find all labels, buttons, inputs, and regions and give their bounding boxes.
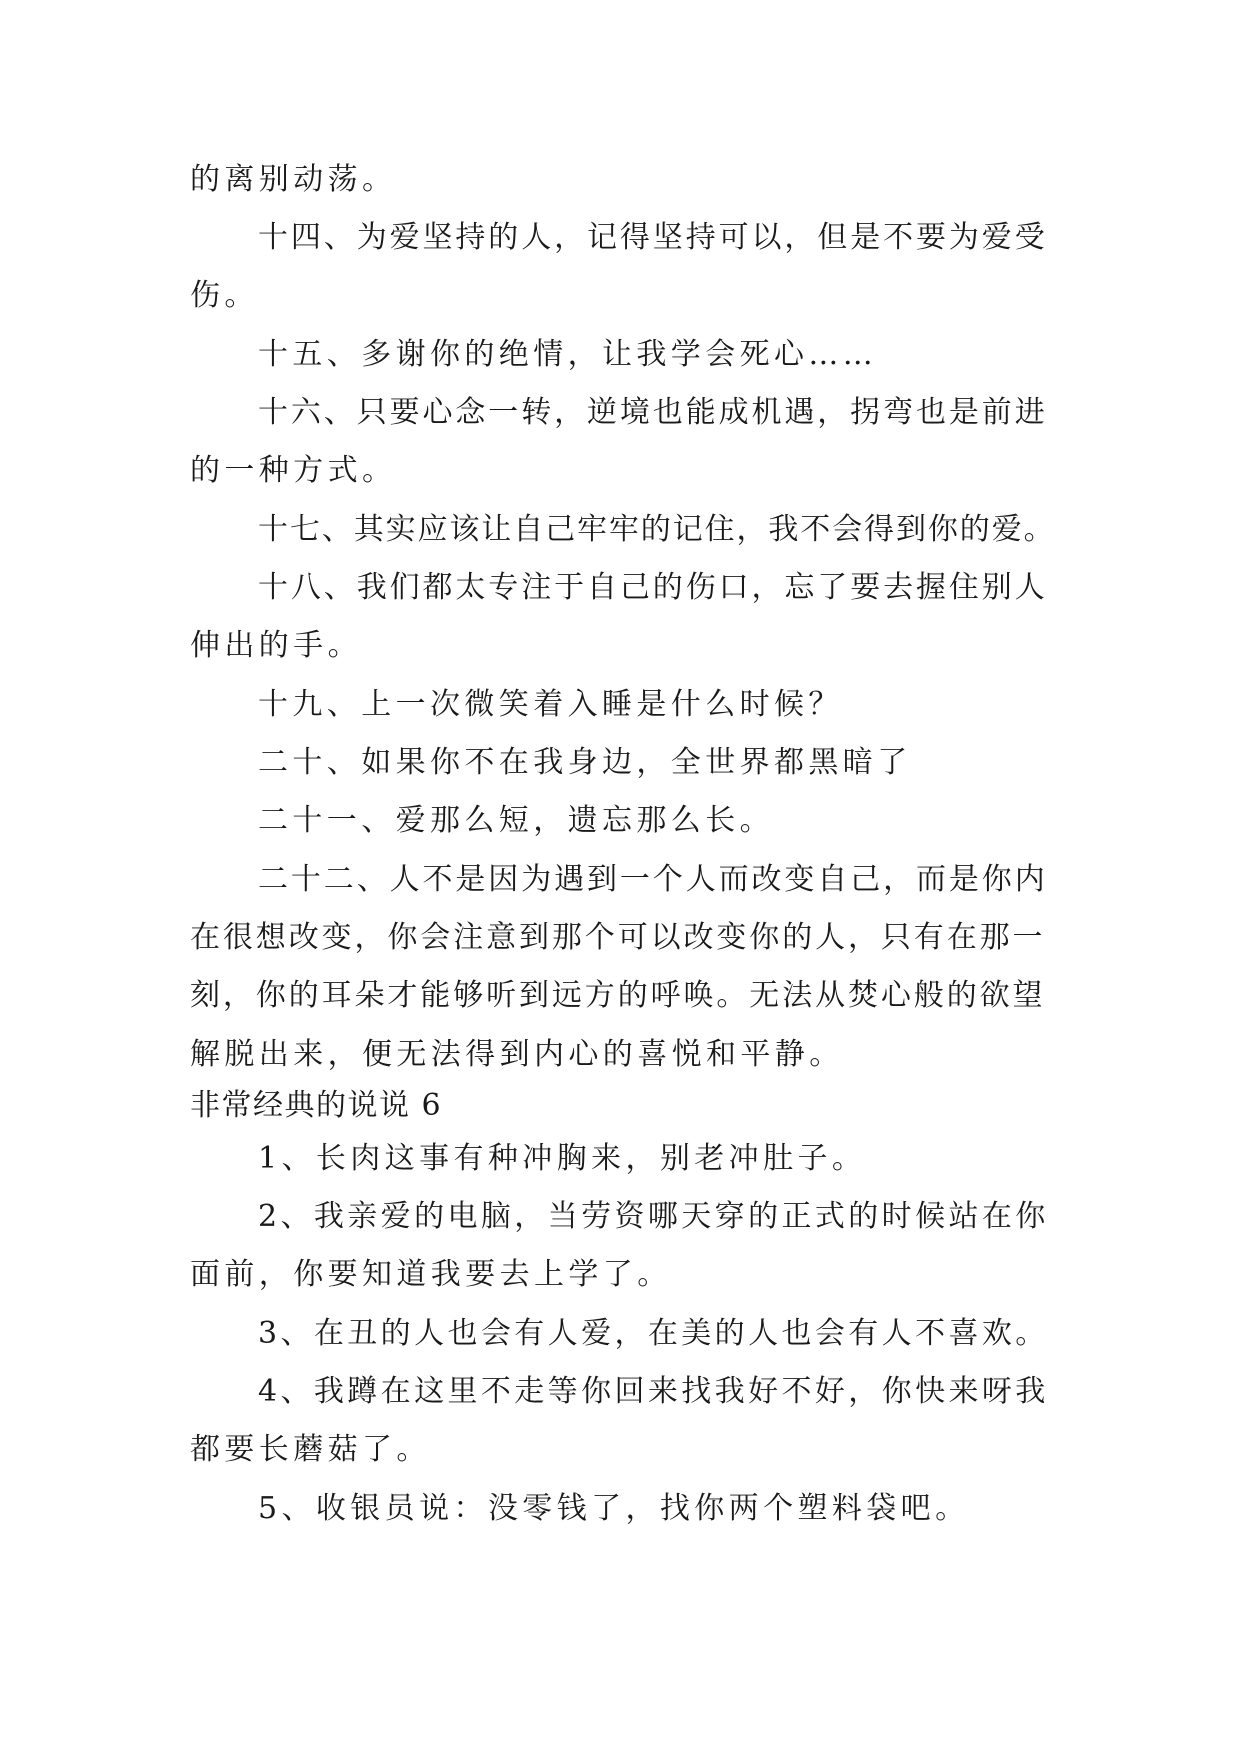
section-heading: 非常经典的说说 6: [190, 1088, 443, 1123]
text-line: 伤。: [190, 278, 259, 313]
text-line: 都要长蘑菇了。: [190, 1432, 431, 1467]
text-line: 十八、我们都太专注于自己的伤口，忘了要去握住别人: [258, 570, 1048, 605]
text-line: 3、在丑的人也会有人爱，在美的人也会有人不喜欢。: [258, 1316, 1049, 1351]
text-line: 在很想改变，你会注意到那个可以改变你的人，只有在那一: [190, 920, 1046, 955]
text-line: 二十一、爱那么短，遗忘那么长。: [258, 803, 774, 838]
text-line: 二十、如果你不在我身边，全世界都黑暗了: [258, 745, 912, 780]
text-line: 伸出的手。: [190, 628, 362, 663]
text-line: 面前，你要知道我要去上学了。: [190, 1257, 672, 1292]
text-line: 1、长肉这事有种冲胸来，别老冲肚子。: [258, 1141, 867, 1176]
text-line: 2、我亲爱的电脑，当劳资哪天穿的正式的时候站在你: [258, 1199, 1049, 1234]
text-line: 4、我蹲在这里不走等你回来找我好不好，你快来呀我: [258, 1374, 1049, 1409]
text-line: 十六、只要心念一转，逆境也能成机遇，拐弯也是前进: [258, 395, 1048, 430]
text-line: 的离别动荡。: [190, 162, 397, 197]
text-line: 十五、多谢你的绝情，让我学会死心……: [258, 337, 878, 372]
text-line: 刻，你的耳朵才能够听到远方的呼唤。无法从焚心般的欲望: [190, 978, 1046, 1013]
text-line: 十七、其实应该让自己牢牢的记住，我不会得到你的爱。: [258, 512, 1056, 547]
text-line: 的一种方式。: [190, 453, 397, 488]
text-line: 二十二、人不是因为遇到一个人而改变自己，而是你内: [258, 862, 1048, 897]
text-line: 5、收银员说：没零钱了，找你两个塑料袋吧。: [258, 1491, 970, 1526]
text-line: 十九、上一次微笑着入睡是什么时候？: [258, 687, 843, 722]
text-line: 解脱出来，便无法得到内心的喜悦和平静。: [190, 1037, 844, 1072]
text-line: 十四、为爱坚持的人，记得坚持可以，但是不要为爱受: [258, 220, 1048, 255]
